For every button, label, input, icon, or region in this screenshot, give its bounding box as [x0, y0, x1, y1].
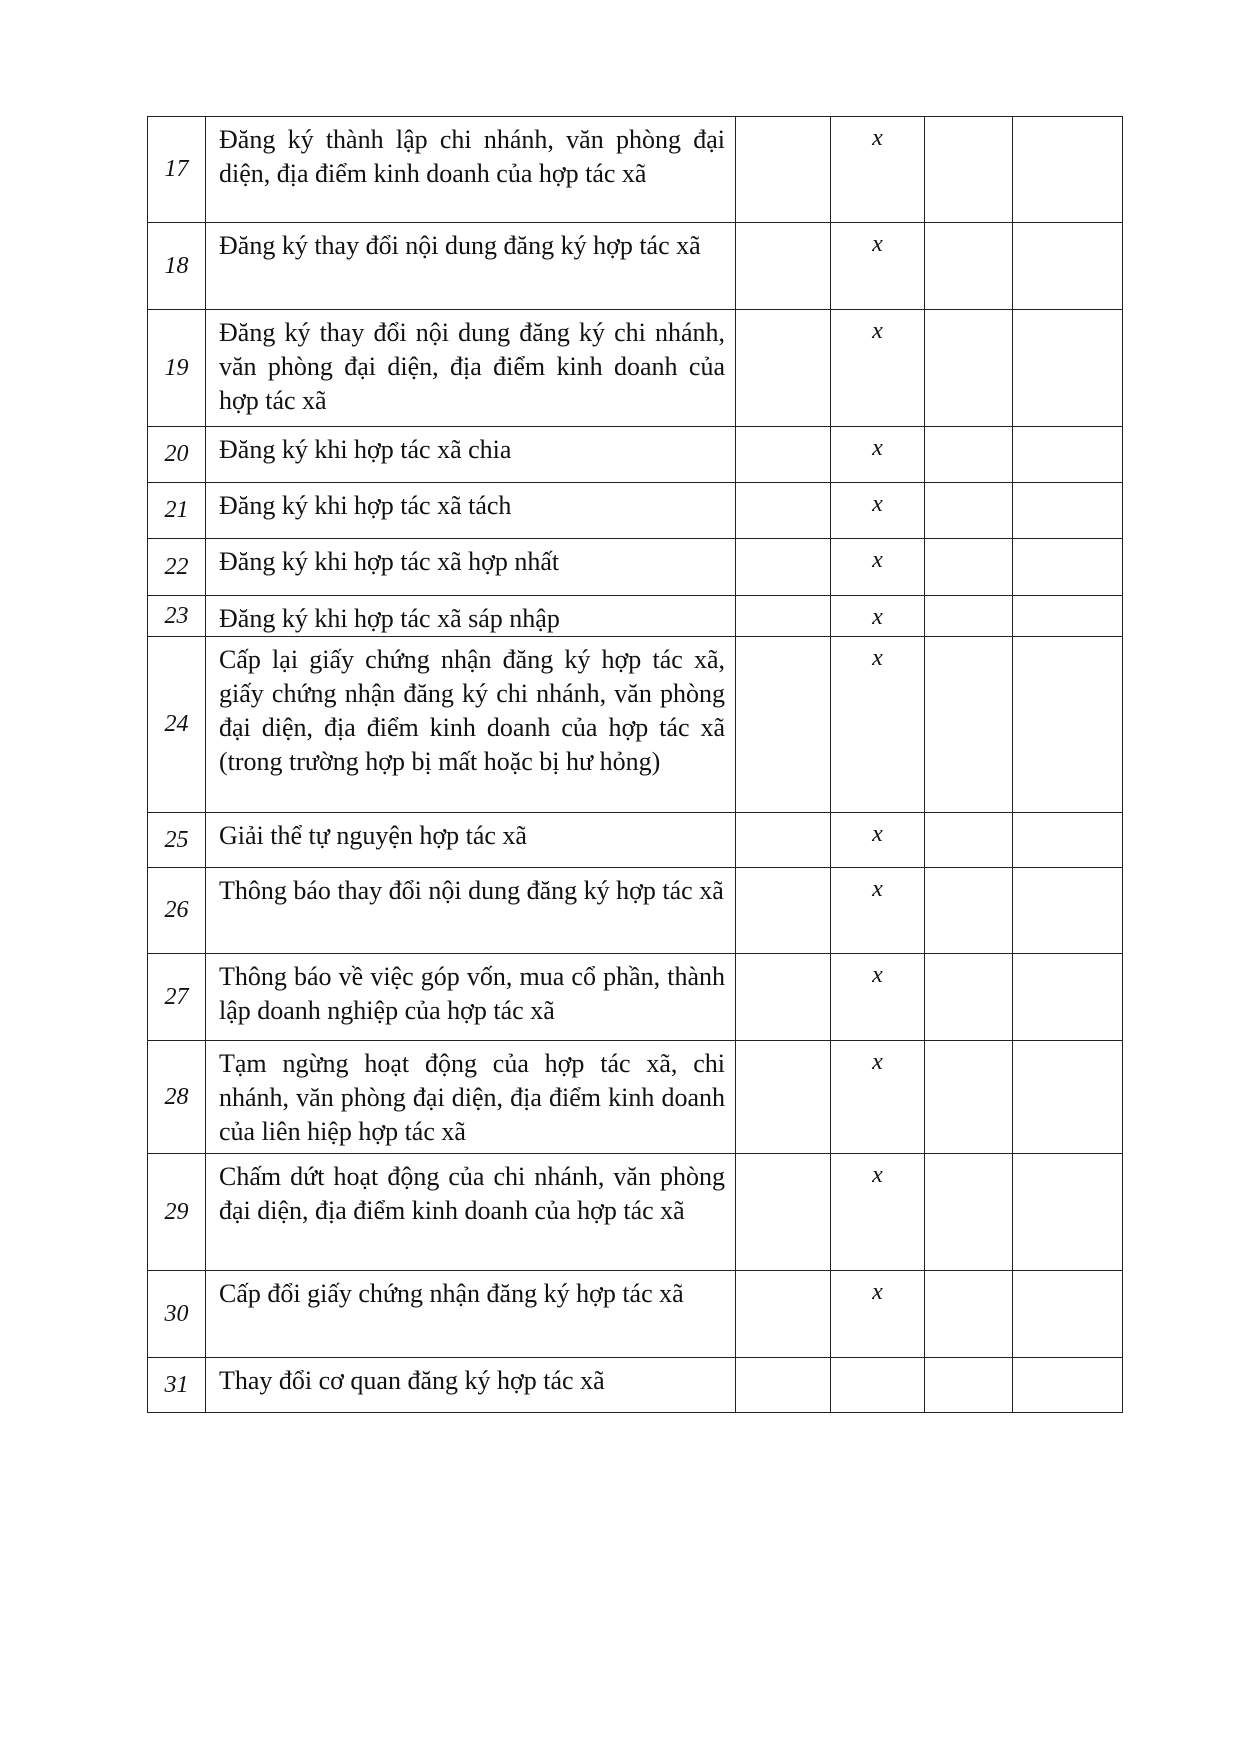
table-row — [148, 868, 1123, 954]
row-number: 18 — [148, 223, 206, 310]
empty-cell — [1013, 1154, 1123, 1271]
row-number: 17 — [148, 117, 206, 223]
empty-cell — [925, 223, 1013, 310]
row-number: 30 — [148, 1271, 206, 1358]
empty-cell — [925, 310, 1013, 427]
empty-cell — [736, 954, 831, 1041]
empty-cell — [1013, 596, 1123, 637]
empty-cell — [1013, 223, 1123, 310]
row-number: 22 — [148, 539, 206, 596]
empty-cell — [736, 813, 831, 868]
empty-cell — [736, 1271, 831, 1358]
table-row — [148, 483, 1123, 539]
table-row — [148, 223, 1123, 310]
procedure-name: Đăng ký khi hợp tác xã hợp nhất — [206, 539, 736, 596]
table-row — [148, 637, 1123, 813]
row-number: 23 — [148, 596, 206, 637]
empty-cell — [1013, 117, 1123, 223]
check-mark: x — [831, 1271, 925, 1358]
procedures-table — [147, 116, 1123, 1413]
empty-cell — [1013, 637, 1123, 813]
check-mark: x — [831, 310, 925, 427]
empty-cell — [736, 310, 831, 427]
check-mark: x — [831, 117, 925, 223]
table-row — [148, 1041, 1123, 1154]
table-row — [148, 1358, 1123, 1413]
procedure-name: Cấp lại giấy chứng nhận đăng ký hợp tác xã, giấy chứng nhận đăng ký chi nhánh, văn phòng đại diện, địa điểm kinh doanh của hợp tác xã (trong trường hợp bị mất hoặc bị hư hỏng) — [206, 637, 736, 813]
empty-cell — [925, 1041, 1013, 1154]
procedure-name: Đăng ký thay đổi nội dung đăng ký hợp tác xã — [206, 223, 736, 310]
procedure-name: Chấm dứt hoạt động của chi nhánh, văn phòng đại diện, địa điểm kinh doanh của hợp tác xã — [206, 1154, 736, 1271]
row-number: 25 — [148, 813, 206, 868]
empty-cell — [736, 223, 831, 310]
empty-cell — [736, 539, 831, 596]
empty-cell — [925, 637, 1013, 813]
procedure-name: Đăng ký khi hợp tác xã sáp nhập — [206, 596, 736, 637]
table-row — [148, 1154, 1123, 1271]
row-number: 28 — [148, 1041, 206, 1154]
empty-cell — [1013, 310, 1123, 427]
check-mark: x — [831, 483, 925, 539]
empty-cell — [736, 483, 831, 539]
check-mark: x — [831, 637, 925, 813]
row-number: 21 — [148, 483, 206, 539]
check-mark: x — [831, 1041, 925, 1154]
procedure-name: Đăng ký khi hợp tác xã tách — [206, 483, 736, 539]
procedure-name: Thông báo thay đổi nội dung đăng ký hợp tác xã — [206, 868, 736, 954]
check-mark — [831, 1358, 925, 1413]
row-number: 26 — [148, 868, 206, 954]
empty-cell — [736, 868, 831, 954]
empty-cell — [925, 1271, 1013, 1358]
check-mark: x — [831, 596, 925, 637]
procedure-name: Giải thể tự nguyện hợp tác xã — [206, 813, 736, 868]
empty-cell — [925, 954, 1013, 1041]
empty-cell — [925, 596, 1013, 637]
check-mark: x — [831, 954, 925, 1041]
empty-cell — [925, 868, 1013, 954]
empty-cell — [1013, 483, 1123, 539]
empty-cell — [925, 813, 1013, 868]
empty-cell — [1013, 868, 1123, 954]
row-number: 27 — [148, 954, 206, 1041]
empty-cell — [736, 1358, 831, 1413]
row-number: 19 — [148, 310, 206, 427]
empty-cell — [1013, 427, 1123, 483]
empty-cell — [736, 427, 831, 483]
empty-cell — [925, 1358, 1013, 1413]
check-mark: x — [831, 427, 925, 483]
check-mark: x — [831, 813, 925, 868]
table-row — [148, 539, 1123, 596]
empty-cell — [1013, 954, 1123, 1041]
check-mark: x — [831, 1154, 925, 1271]
procedure-name: Cấp đổi giấy chứng nhận đăng ký hợp tác xã — [206, 1271, 736, 1358]
procedure-name: Đăng ký thành lập chi nhánh, văn phòng đại diện, địa điểm kinh doanh của hợp tác xã — [206, 117, 736, 223]
table-row — [148, 1271, 1123, 1358]
empty-cell — [925, 539, 1013, 596]
check-mark: x — [831, 223, 925, 310]
procedure-name: Thay đổi cơ quan đăng ký hợp tác xã — [206, 1358, 736, 1413]
check-mark: x — [831, 868, 925, 954]
empty-cell — [925, 483, 1013, 539]
row-number: 24 — [148, 637, 206, 813]
table-row — [148, 117, 1123, 223]
empty-cell — [925, 1154, 1013, 1271]
empty-cell — [1013, 813, 1123, 868]
empty-cell — [736, 596, 831, 637]
table-row — [148, 813, 1123, 868]
row-number: 31 — [148, 1358, 206, 1413]
procedure-name: Thông báo về việc góp vốn, mua cổ phần, thành lập doanh nghiệp của hợp tác xã — [206, 954, 736, 1041]
procedure-name: Đăng ký khi hợp tác xã chia — [206, 427, 736, 483]
row-number: 29 — [148, 1154, 206, 1271]
empty-cell — [736, 117, 831, 223]
empty-cell — [736, 1154, 831, 1271]
empty-cell — [736, 637, 831, 813]
empty-cell — [736, 1041, 831, 1154]
table-row — [148, 427, 1123, 483]
empty-cell — [1013, 539, 1123, 596]
empty-cell — [925, 427, 1013, 483]
table-row — [148, 596, 1123, 637]
empty-cell — [1013, 1358, 1123, 1413]
procedure-name: Tạm ngừng hoạt động của hợp tác xã, chi nhánh, văn phòng đại diện, địa điểm kinh doanh của liên hiệp hợp tác xã — [206, 1041, 736, 1154]
table-row — [148, 310, 1123, 427]
table-row — [148, 954, 1123, 1041]
row-number: 20 — [148, 427, 206, 483]
empty-cell — [925, 117, 1013, 223]
empty-cell — [1013, 1271, 1123, 1358]
empty-cell — [1013, 1041, 1123, 1154]
procedure-name: Đăng ký thay đổi nội dung đăng ký chi nhánh, văn phòng đại diện, địa điểm kinh doanh của hợp tác xã — [206, 310, 736, 427]
check-mark: x — [831, 539, 925, 596]
